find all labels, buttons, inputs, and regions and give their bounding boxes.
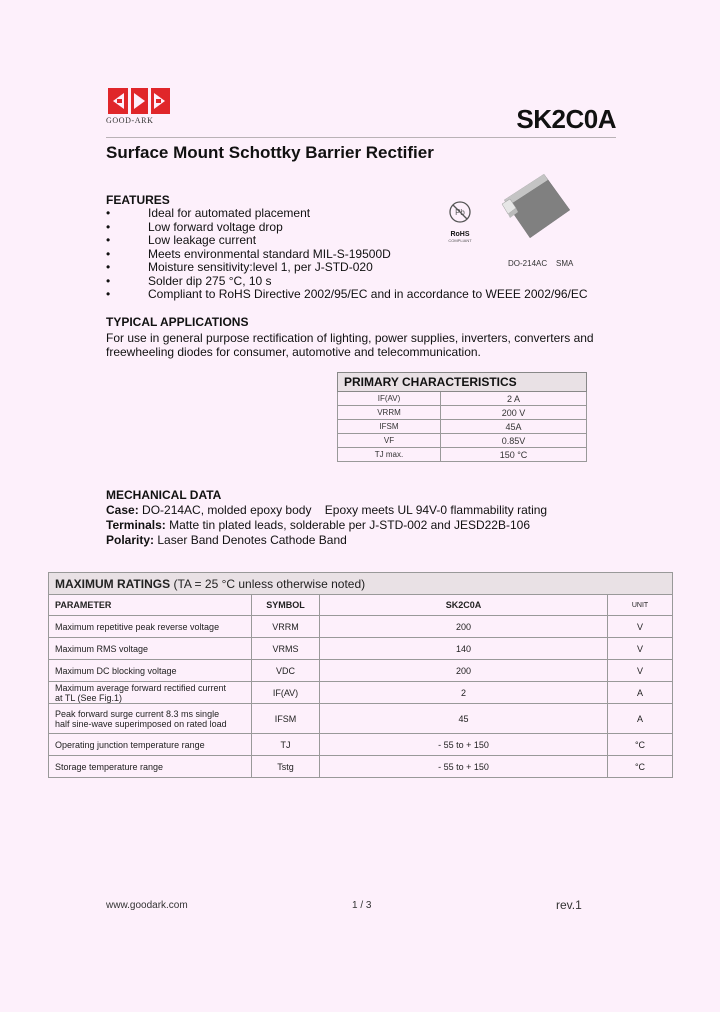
applications-heading: TYPICAL APPLICATIONS	[106, 315, 249, 329]
table-row: Maximum RMS voltage VRMS 140 V	[49, 638, 673, 660]
table-row: Peak forward surge current 8.3 ms single half sine-wave superimposed on rated load IFSM 45 A	[49, 704, 673, 734]
logo-text: GOOD-ARK	[106, 116, 154, 125]
header-divider	[106, 137, 616, 138]
footer-url[interactable]: www.goodark.com	[106, 900, 188, 911]
rohs-badge	[444, 200, 476, 246]
rohs-label: RoHS	[450, 231, 470, 238]
max-ratings-heading: MAXIMUM RATINGS (TA = 25 °C unless otherwise noted)	[49, 573, 673, 595]
footer-revision: rev.1	[556, 898, 582, 912]
table-row: VF 0.85V	[338, 434, 587, 448]
table-row: Maximum repetitive peak reverse voltage VRRM 200 V	[49, 616, 673, 638]
table-row: Maximum average forward rectified current at TL (See Fig.1) IF(AV) 2 A	[49, 682, 673, 704]
list-item: • Moisture sensitivity:level 1, per J-STD-020	[106, 260, 373, 274]
table-row: Operating junction temperature range TJ - 55 to + 150 °C	[49, 734, 673, 756]
primary-heading: PRIMARY CHARACTERISTICS	[338, 373, 587, 392]
package-label: DO-214AC SMA	[508, 259, 574, 268]
rohs-sub-label: COMPLIANT	[448, 238, 472, 243]
applications-text: For use in general purpose rectification of lighting, power supplies, inverters, converters and freewheeling diodes for consumer, automotive and telecommunication.	[106, 331, 594, 359]
list-item: • Meets environmental standard MIL-S-19500D	[106, 246, 391, 261]
features-heading: FEATURES	[106, 193, 170, 207]
list-item: • Low forward voltage drop	[106, 219, 283, 234]
table-row: VRRM 200 V	[338, 406, 587, 420]
list-item: • Compliant to RoHS Directive 2002/95/EC and in accordance to WEEE 2002/96/EC	[106, 287, 588, 301]
part-number: SK2C0A	[516, 104, 616, 134]
table-row: Maximum DC blocking voltage VDC 200 V	[49, 660, 673, 682]
maximum-ratings-table	[48, 572, 673, 778]
list-item: • Solder dip 275 °C, 10 s	[106, 273, 272, 288]
primary-characteristics-table	[337, 372, 587, 462]
good-ark-logo-icon	[107, 86, 171, 116]
table-header-row: PARAMETER SYMBOL SK2C0A UNIT	[49, 595, 673, 616]
footer-page-number: 1 / 3	[352, 900, 372, 911]
table-row: IF(AV) 2 A	[338, 392, 587, 406]
table-row: TJ max. 150 °C	[338, 448, 587, 462]
pb-free-icon	[447, 200, 473, 224]
table-row: Storage temperature range Tstg - 55 to + 150 °C	[49, 756, 673, 778]
page-title: Surface Mount Schottky Barrier Rectifier	[106, 143, 434, 162]
list-item: • Low leakage current	[106, 233, 257, 247]
pb-symbol: Pb	[455, 208, 465, 217]
table-row: IFSM 45A	[338, 420, 587, 434]
sma-package-icon	[500, 166, 572, 248]
list-item: • Ideal for automated placement	[106, 206, 311, 220]
mechanical-data: MECHANICAL DATA Case: DO-214AC, molded epoxy body Epoxy meets UL 94V-0 flammability rating Terminals: Matte tin plated leads, solderable per J-STD-002 and JESD22B-106 Polarity: Laser Band Denotes Cathode Band	[106, 488, 548, 547]
mechanical-heading: MECHANICAL DATA	[106, 488, 222, 502]
